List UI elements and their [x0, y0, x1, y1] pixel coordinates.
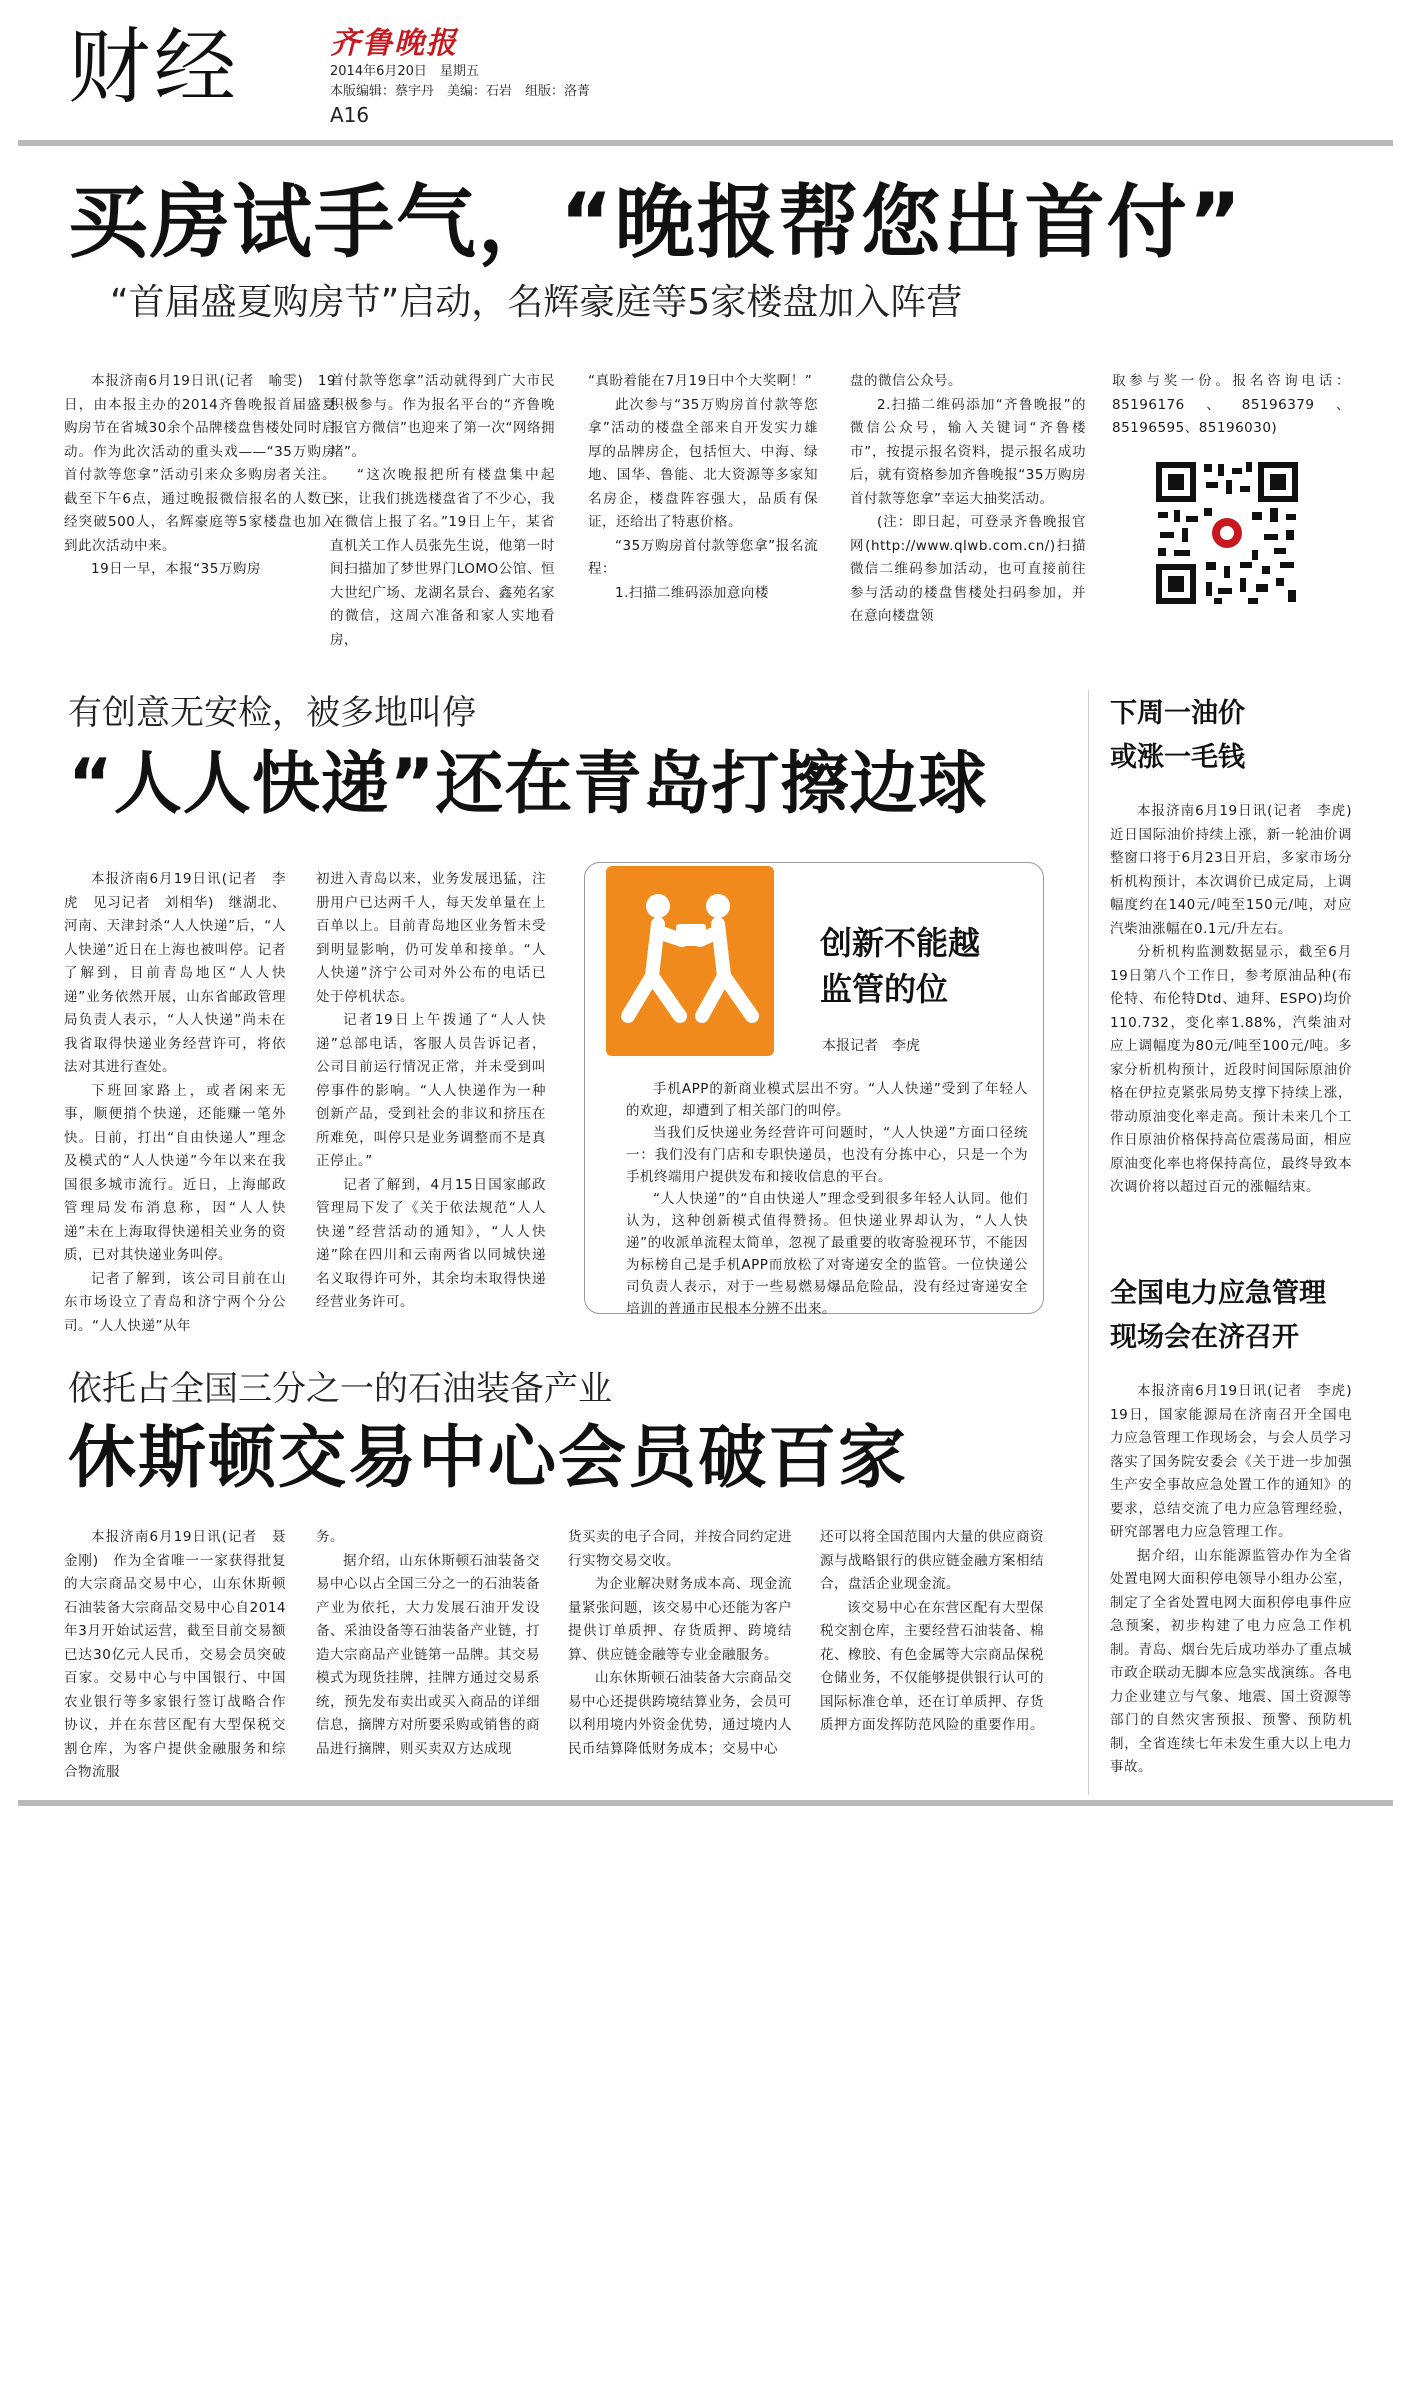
commentary-byline: 本报记者 李虎 [822, 1038, 920, 1054]
paragraph: 1.扫描二维码添加意向楼 [615, 584, 769, 601]
paragraph: 当我们反快递业务经营许可问题时，“人人快递”方面口径统一：我们没有门店和专职快递员，也没有分拣中心，只是一个为手机终端用户提供发布和接收信息的平台。 [626, 1125, 1028, 1185]
page-number: A16 [330, 103, 370, 127]
story3-column-1 [64, 1526, 286, 1785]
story3-column-2 [316, 1526, 540, 1761]
commentary-body [626, 1078, 1028, 1320]
date-line: 2014年6月20日 星期五 [330, 64, 479, 79]
staff-line: 本版编辑：蔡宇丹 美编：石岩 组版：洛菁 [330, 84, 591, 99]
story3-headline: 休斯顿交易中心会员破百家 [68, 1419, 909, 1498]
paragraph: 记者了解到，该公司目前在山东市场设立了青岛和济宁两个分公司。“人人快递”从年 [64, 1270, 286, 1334]
paragraph: 记者19日上午拨通了“人人快递”总部电话，客服人员告诉记者，公司目前运行情况正常，并未受到叫停事件的影响。“人人快递作为一种创新产品，受到社会的非议和挤压在所难免，叫停只是业务调整而不是真正停止。” [316, 1012, 546, 1169]
headline: 买房试手气，“晚报帮您出首付” [68, 176, 1244, 269]
story3-column-4 [820, 1526, 1044, 1738]
story3-kicker: 依托占全国三分之一的石油装备产业 [68, 1369, 612, 1409]
commentary-logo [606, 866, 774, 1056]
side1-title-line: 下周一油价 [1110, 698, 1245, 729]
story1-column-5 [1112, 370, 1350, 441]
paragraph: 该交易中心在东营区配有大型保税交割仓库，主要经营石油装备、棉花、橡胶、有色金属等大宗商品保税仓储业务，不仅能够提供银行认可的国际标准仓单，还在订单质押、存货质押方面发挥防范风险的重要作用。 [820, 1599, 1044, 1733]
story2-kicker: 有创意无安检，被多地叫停 [68, 693, 476, 733]
paragraph: 记者了解到，4月15日国家邮政管理局下发了《关于依法规范“人人快递”经营活动的通知》，“人人快递”除在四川和云南两省以同城快递名义取得许可外，其余均未取得快递经营业务许可。 [316, 1176, 546, 1310]
paragraph: 本报济南6月19日讯(记者 喻雯) 19日，由本报主办的2014齐鲁晚报首届盛夏购房节在省城30余个品牌楼盘售楼处同时启动。作为此次活动的重头戏——“35万购房首付款等您拿”活动引来众多购房者关注。截至下午6点，通过晚报微信报名的人数已经突破500人，名辉豪庭等5家楼盘也加入到此次活动中来。 [64, 373, 336, 554]
paper-logo: 齐鲁晚报 [330, 26, 458, 61]
paragraph: “真盼着能在7月19日中个大奖啊！” [588, 373, 813, 389]
paragraph: “这次晚报把所有楼盘集中起来，让我们挑选楼盘省了不少心，我在微信上报了名。”19日上午，某省直机关工作人员张先生说，他第一时间扫描加了梦世界门LOMO公馆、恒大世纪广场、龙湖名景台、鑫苑名家的微信，这周六准备和家人实地看房， [330, 467, 555, 648]
paragraph: 手机APP的新商业模式层出不穷。“人人快递”受到了年轻人的欢迎，却遭到了相关部门的叫停。 [626, 1081, 1028, 1119]
paragraph: 本报济南6月19日讯(记者 李虎 见习记者 刘相华) 继湖北、河南、天津封杀“人人快递”后，“人人快递”近日在上海也被叫停。记者了解到，目前青岛地区“人人快递”业务依然开展，山东省邮政管理局负责人表示，“人人快递”尚未在我省取得快递业务经营许可，将依法对其进行查处。 [64, 871, 286, 1075]
story2-column-1 [64, 868, 286, 1338]
paragraph: 分析机构监测数据显示，截至6月19日第八个工作日，参考原油品种(布伦特、布伦特Dtd、迪拜、ESPO)均价110.732，变化率1.88%，汽柴油对应上调幅度为80元/吨至100元/吨。多家分析机构预计，近段时间国际原油价格在伊拉克紧张局势支撑下持续上涨，带动原油变化率走高。预计未来几个工作日原油价格保持高位震荡局面，相应原油变化率也将保持高位，最终导致本次调价将以超过百元的涨幅结束。 [1110, 944, 1352, 1195]
qr-code [1152, 458, 1302, 608]
paragraph: 还可以将全国范围内大量的供应商资源与战略银行的供应链金融方案相结合，盘活企业现金流。 [820, 1529, 1044, 1592]
side2-body [1110, 1380, 1366, 1780]
story1-column-2 [330, 370, 555, 652]
section-title: 财经 [68, 20, 241, 115]
side2-title [1110, 1272, 1326, 1360]
side1-body [1110, 800, 1366, 1200]
paragraph: 19日一早，本报“35万购房 [91, 561, 261, 577]
paragraph: “35万购房首付款等您拿”报名流程： [588, 537, 818, 577]
commentary-title [820, 920, 980, 1012]
paragraph: 务。 [316, 1529, 344, 1545]
paragraph: 本报济南6月19日讯(记者 李虎) 近日国际油价持续上涨，新一轮油价调整窗口将于6月23日开启，多家市场分析机构预计，本次调价已成定局，上调幅度约在140元/吨至150元/吨，对应汽柴油涨幅在0.1元/升左右。 [1110, 803, 1366, 937]
story1-column-4 [850, 370, 1086, 629]
paragraph: 货买卖的电子合同，并按合同约定进行实物交易交收。 [568, 1529, 792, 1569]
bottom-rule [18, 1800, 1393, 1806]
side2-title-line: 现场会在济召开 [1110, 1322, 1299, 1353]
paragraph: 本报济南6月19日讯(记者 李虎) 19日，国家能源局在济南召开全国电力应急管理工作现场会，与会人员学习落实了国务院安委会《关于进一步加强生产安全事故应急处置工作的通知》的要求，总结交流了电力应急管理经验，研究部署电力应急管理工作。 [1110, 1383, 1366, 1540]
paragraph: 为企业解决财务成本高、现金流量紧张问题，该交易中心还能为客户提供订单质押、存货质押、跨境结算、供应链金融等专业金融服务。 [568, 1576, 792, 1663]
paragraph: 下班回家路上，或者闲来无事，顺便捎个快递，还能赚一笔外快。日前，打出“自由快递人”理念及模式的“人人快递”今年以来在我国很多城市流行。近日，上海邮政管理局发布消息称，因“人人快递”未在上海取得快递相关业务的资质，已对其快递业务叫停。 [64, 1082, 286, 1263]
paragraph: 据介绍，山东休斯顿石油装备交易中心以占全国三分之一的石油装备产业为依托，大力发展石油开发设备、采油设备等石油装备产业链，打造大宗商品产业链第一品牌。其交易模式为现货挂牌，挂牌方通过交易系统，预先发布卖出或买入商品的详细信息，摘牌方对所要采购或销售的商品进行摘牌，则买卖双方达成现 [316, 1552, 540, 1757]
top-rule [18, 140, 1393, 146]
paragraph: 山东休斯顿石油装备大宗商品交易中心还提供跨境结算业务，会员可以利用境内外资金优势，通过境内人民币结算降低财务成本；交易中心 [568, 1670, 792, 1757]
side2-title-line: 全国电力应急管理 [1110, 1278, 1326, 1309]
story1-column-1 [64, 370, 336, 582]
story2-column-2 [316, 868, 546, 1315]
story1-column-3 [588, 370, 818, 605]
paragraph: 本报济南6月19日讯(记者 聂金刚) 作为全省唯一一家获得批复的大宗商品交易中心，山东休斯顿石油装备大宗商品交易中心自2014年3月开始试运营，截至目前交易额已达30亿元人民币，交易会员突破百家。交易中心与中国银行、中国农业银行等多家银行签订战略合作协议，并在东营区配有大型保税交割仓库，为客户提供金融服务和综合物流服 [64, 1529, 286, 1780]
running-courier-icon [606, 866, 774, 1056]
commentary-title-line: 监管的位 [820, 970, 949, 1008]
paragraph: 据介绍，山东能源监管办作为全省处置电网大面积停电领导小组办公室，制定了全省处置电网大面积停电事件应急预案，初步构建了电力应急工作机制。青岛、烟台先后成功举办了重点城市政企联动无脚本应急实战演练。各电力企业建立与气象、地震、国土资源等部门的自然灾害预报、预警、预防机制，全省连续七年未发生重大以上电力事故。 [1110, 1547, 1352, 1775]
commentary-title-line: 创新不能越 [820, 924, 981, 962]
paragraph: “人人快递”的“自由快递人”理念受到很多年轻人认同。他们认为，这种创新模式值得赞扬。但快递业界却认为，“人人快递”的收派单流程太简单，忽视了最重要的收寄验视环节，不能因为标榜自己是手机APP而放松了对寄递安全的监管。一位快递公司负责人表示，对于一些易燃易爆品危险品，没有经过寄递安全培训的普通市民根本分辨不出来。 [626, 1191, 1028, 1317]
side1-title [1110, 692, 1245, 780]
paragraph: 2.扫描二维码添加“齐鲁晚报”的微信公众号，输入关键词“齐鲁楼市”，按提示报名资料，提示报名成功后，就有资格参加齐鲁晚报“35万购房首付款等您拿”幸运大抽奖活动。 [850, 396, 1086, 507]
subheadline: “首届盛夏购房节”启动，名辉豪庭等5家楼盘加入阵营 [110, 282, 963, 323]
side1-title-line: 或涨一毛钱 [1110, 742, 1245, 773]
sidebar-divider [1088, 690, 1089, 1795]
story3-column-3 [568, 1526, 792, 1761]
paragraph: 此次参与“35万购房首付款等您拿”活动的楼盘全部来自开发实力雄厚的品牌房企，包括恒大、中海、绿地、国华、鲁能、北大资源等多家知名房企，楼盘阵容强大，品质有保证，还给出了特惠价格。 [588, 396, 818, 530]
paragraph: 盘的微信公众号。 [850, 373, 962, 389]
paragraph: 初进入青岛以来，业务发展迅猛，注册用户已达两千人，每天发单量在上百单以上。目前青岛地区业务暂未受到明显影响，仍可发单和接单。“人人快递”济宁公司对外公布的电话已处于停机状态。 [316, 871, 546, 1005]
story2-headline: “人人快递”还在青岛打擦边球 [68, 745, 988, 824]
paragraph: 取参与奖一份。报名咨询电话：85196176、85196379、85196595、85196030) [1112, 373, 1350, 436]
paragraph: 首付款等您拿”活动就得到广大市民积极参与。作为报名平台的“齐鲁晚报官方微信”也迎来了第一次“网络拥堵”。 [330, 373, 555, 460]
paragraph: (注：即日起，可登录齐鲁晚报官网(http://www.qlwb.com.cn/)扫描微信二维码参加活动，也可直接前往参与活动的楼盘售楼处扫码参加，并在意向楼盘领 [850, 514, 1086, 624]
